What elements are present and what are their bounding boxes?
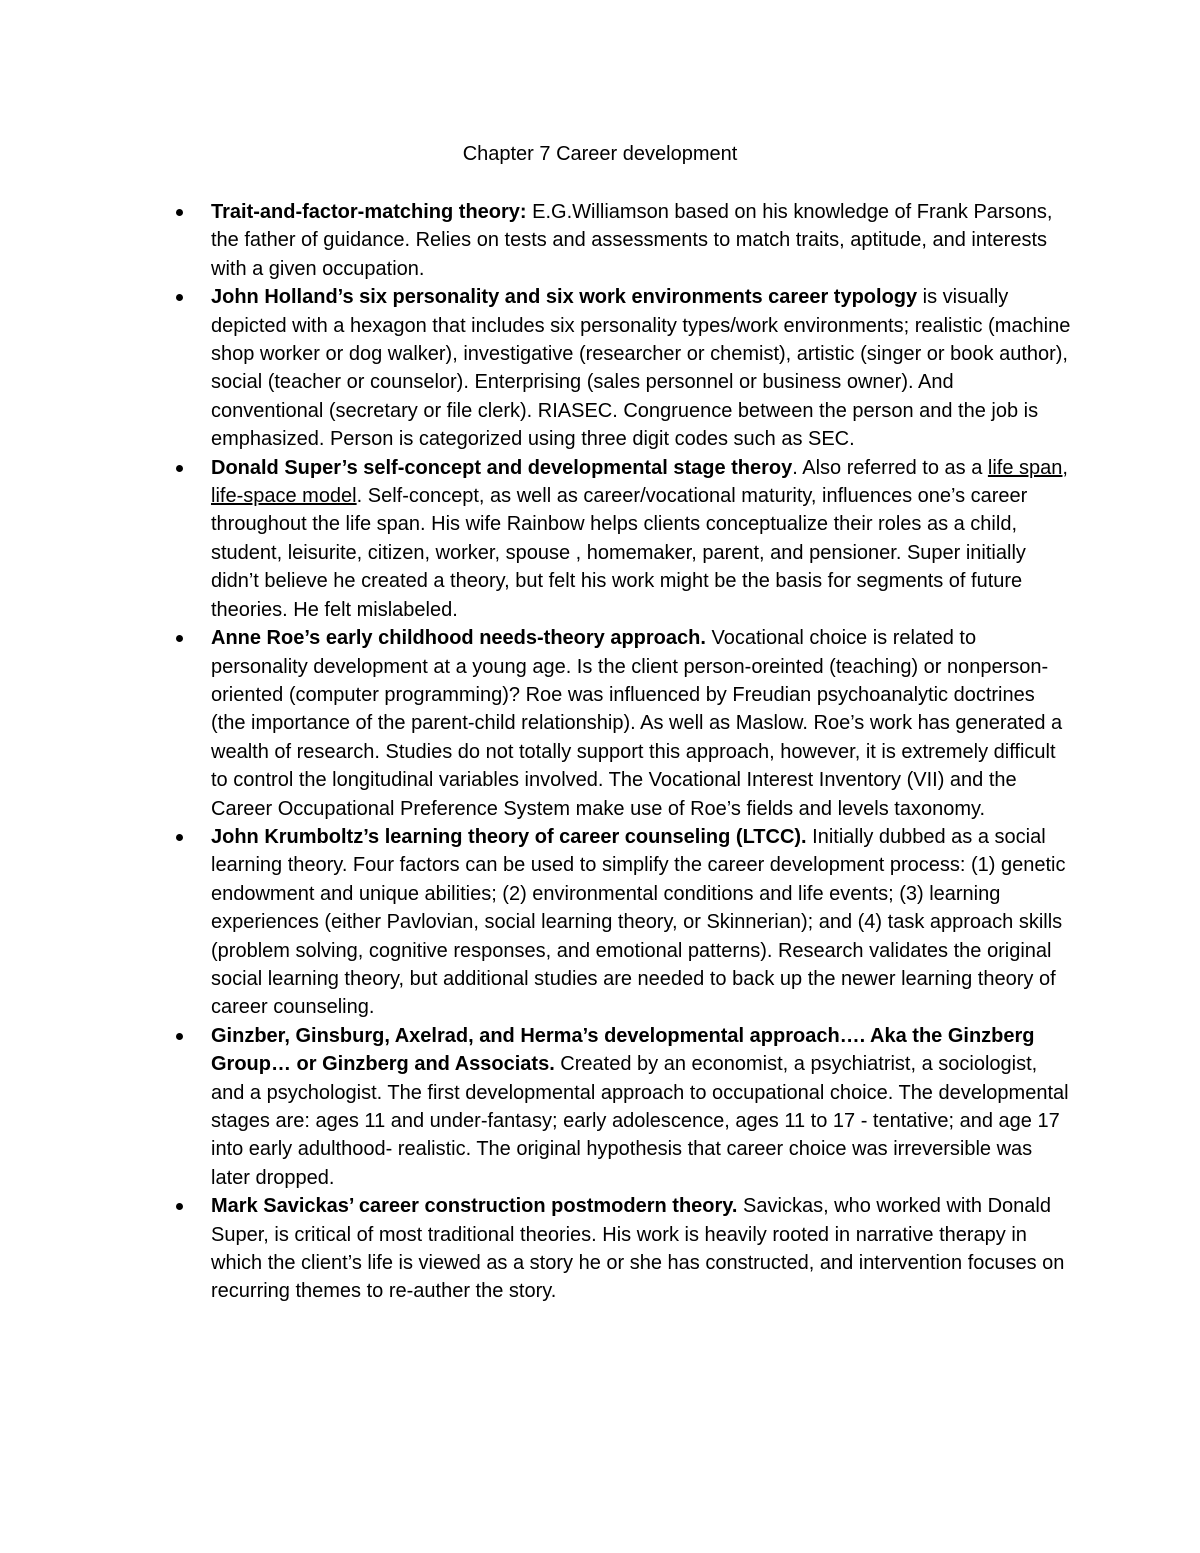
theory-description: Savickas, who worked with Donald Super, is critical of most traditional theories. His work is heavily rooted in narrative therapy in which the client’s life is viewed as a story he or she has constructed, and intervention focuses on recurring themes to re-auther the story. <box>211 1195 1065 1303</box>
theory-description-intro: . Also referred to as a <box>792 456 988 479</box>
theory-list <box>211 198 1071 1306</box>
list-item-krumboltz <box>211 823 1071 1022</box>
list-item-roe <box>211 624 1071 823</box>
theory-description: is visually depicted with a hexagon that includes six personality types/work environments; realistic (machine shop worker or dog walker), investigative (researcher or chemist), artistic (singer or book author), social (teacher or counselor). Enterprising (sales personnel or business owner). And conventional (secretary or file clerk). RIASEC. Congruence between the person and the job is emphasized. Person is categorized using three digit codes such as SEC. <box>211 286 1071 451</box>
bullet-icon <box>176 1203 183 1210</box>
bullet-icon <box>176 834 183 841</box>
list-item-trait-factor <box>211 198 1071 283</box>
list-item-ginzberg <box>211 1022 1071 1192</box>
theory-term: Trait-and-factor-matching theory: <box>211 201 527 223</box>
theory-term: Anne Roe’s early childhood needs-theory approach. <box>211 627 706 650</box>
bullet-icon <box>176 209 183 216</box>
theory-description: Vocational choice is related to personality development at a young age. Is the client person-oreinted (teaching) or nonperson-oriented (computer programming)? Roe was influenced by Freudian psychoanalytic doctrines (the importance of the parent-child relationship). As well as Maslow. Roe’s work has generated a wealth of research. Studies do not totally support this approach, however, it is extremely difficult to control the longitudinal variables involved. The Vocational Interest Inventory (VII) and the Career Occupational Preference System make use of Roe’s fields and levels taxonomy. <box>211 627 1063 820</box>
bullet-icon <box>176 1033 183 1040</box>
theory-term: Donald Super’s self-concept and developmental stage theroy <box>211 456 793 479</box>
underlined-model-name: life span, life-space model <box>211 456 1068 508</box>
bullet-icon <box>176 465 183 472</box>
theory-term: Mark Savickas’ career construction postmodern theory. <box>211 1195 738 1218</box>
theory-term: Ginzber, Ginsburg, Axelrad, and Herma’s developmental approach…. Aka the Ginzberg Group… or Ginzberg and Associats. <box>211 1024 1035 1076</box>
list-item-super <box>211 454 1071 624</box>
document-title: Chapter 7 Career development <box>462 143 738 165</box>
theory-description: Initially dubbed as a social learning theory. Four factors can be used to simplify the career development process: (1) genetic endowment and unique abilities; (2) environmental conditions and life events; (3) learning experiences (either Pavlovian, social learning theory, or Skinnerian); and (4) task approach skills (problem solving, cognitive responses, and emotional patterns). Research validates the original social learning theory, but additional studies are needed to back up the newer learning theory of career counseling. <box>211 825 1066 1019</box>
theory-term: John Holland’s six personality and six work environments career typology <box>211 286 918 309</box>
list-item-holland <box>211 283 1071 453</box>
theory-description: . Self-concept, as well as career/vocational maturity, influences one’s career throughout the life span. His wife Rainbow helps clients conceptualize their roles as a child, student, leisurite, citizen, worker, spouse , homemaker, parent, and pensioner. Super initially didn’t believe he created a theory, but felt his work might be the basis for segments of future theories. He felt mislabeled. <box>211 485 1028 621</box>
theory-description: Created by an economist, a psychiatrist, a sociologist, and a psychologist. The first developmental approach to occupational choice. The developmental stages are: ages 11 and under-fantasy; early adolescence, ages 11 to 17 - tentative; and age 17 into early adulthood- realistic. The original hypothesis that career choice was irreversible was later dropped. <box>211 1053 1069 1189</box>
bullet-icon <box>176 294 183 301</box>
list-item-savickas <box>211 1192 1071 1306</box>
theory-term: John Krumboltz’s learning theory of career counseling (LTCC). <box>211 825 807 848</box>
theory-description: E.G.Williamson based on his knowledge of Frank Parsons, the father of guidance. Relies on tests and assessments to match traits, aptitude, and interests with a given occupation. <box>211 201 1053 280</box>
bullet-icon <box>176 635 183 642</box>
